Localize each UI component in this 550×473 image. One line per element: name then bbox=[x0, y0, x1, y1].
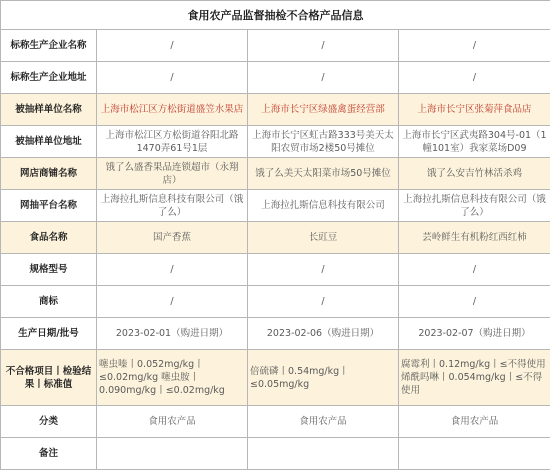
cell-col-3: 上海拉扎斯信息科技有限公司（饿了么） bbox=[399, 190, 550, 222]
cell-col-1: / bbox=[97, 62, 248, 94]
table-row bbox=[1, 190, 550, 222]
table-title-row bbox=[1, 1, 550, 30]
cell-col-2: 食用农产品 bbox=[248, 406, 399, 438]
cell-col-3: 饿了么安吉竹林活杀鸡 bbox=[399, 158, 550, 190]
row-label: 被抽样单位地址 bbox=[1, 126, 97, 158]
cell-col-2: / bbox=[248, 286, 399, 318]
cell-col-1: 上海市松江区方松街道盛笠水果店 bbox=[97, 94, 248, 126]
cell-col-2: 上海拉扎斯信息科技有限公司 bbox=[248, 190, 399, 222]
row-label: 被抽样单位名称 bbox=[1, 94, 97, 126]
cell-col-2: 上海市长宁区绿盛禽蛋经营部 bbox=[248, 94, 399, 126]
row-label: 分类 bbox=[1, 406, 97, 438]
cell-col-3: 食用农产品 bbox=[399, 406, 550, 438]
cell-col-2: 2023-02-06（购进日期） bbox=[248, 318, 399, 350]
cell-col-2: / bbox=[248, 30, 399, 62]
table-row bbox=[1, 254, 550, 286]
cell-col-1: / bbox=[97, 254, 248, 286]
cell-col-3: / bbox=[399, 254, 550, 286]
cell-col-1 bbox=[97, 438, 248, 470]
table-row bbox=[1, 158, 550, 190]
cell-col-3: / bbox=[399, 30, 550, 62]
cell-col-3: 上海市长宁区张菊萍食品店 bbox=[399, 94, 550, 126]
row-label: 不合格项目丨检验结果丨标准值 bbox=[1, 350, 97, 406]
table-row bbox=[1, 222, 550, 254]
table-row bbox=[1, 406, 550, 438]
cell-col-3 bbox=[399, 438, 550, 470]
row-label: 网店商铺名称 bbox=[1, 158, 97, 190]
cell-col-1: 噻虫嗪丨0.052mg/kg丨≤0.02mg/kg 噻虫胺丨0.090mg/kg丨≤0.02mg/kg bbox=[97, 350, 248, 406]
table-row bbox=[1, 94, 550, 126]
cell-col-2: / bbox=[248, 62, 399, 94]
cell-col-3: / bbox=[399, 286, 550, 318]
row-label: 规格型号 bbox=[1, 254, 97, 286]
cell-col-1: 2023-02-01（购进日期） bbox=[97, 318, 248, 350]
cell-col-1: 国产香蕉 bbox=[97, 222, 248, 254]
cell-col-3: / bbox=[399, 62, 550, 94]
row-label: 标称生产企业名称 bbox=[1, 30, 97, 62]
table-row bbox=[1, 350, 550, 406]
cell-col-3: 腐霉利丨0.12mg/kg丨≤不得使用 烯酰吗啉丨0.054mg/kg丨≤不得使用 bbox=[399, 350, 550, 406]
row-label: 食品名称 bbox=[1, 222, 97, 254]
table-row bbox=[1, 30, 550, 62]
row-label: 网抽平台名称 bbox=[1, 190, 97, 222]
cell-col-3: 芸岭鲜生有机粉红西红柿 bbox=[399, 222, 550, 254]
row-label: 备注 bbox=[1, 438, 97, 470]
cell-col-1: 食用农产品 bbox=[97, 406, 248, 438]
table-row bbox=[1, 126, 550, 158]
cell-col-2: / bbox=[248, 254, 399, 286]
row-label: 标称生产企业地址 bbox=[1, 62, 97, 94]
table-row bbox=[1, 318, 550, 350]
table-row bbox=[1, 438, 550, 470]
cell-col-2 bbox=[248, 438, 399, 470]
cell-col-1: / bbox=[97, 30, 248, 62]
cell-col-2: 上海市长宁区虹古路333号美天太阳农贸市场2楼50号摊位 bbox=[248, 126, 399, 158]
cell-col-3: 上海市长宁区武夷路304号-01（1幢101室）我家菜场D09 bbox=[399, 126, 550, 158]
cell-col-1: 上海市松江区方松街道谷阳北路1470弄61号1层 bbox=[97, 126, 248, 158]
cell-col-1: / bbox=[97, 286, 248, 318]
cell-col-1: 饿了么盛香果品连锁超市（永翔店） bbox=[97, 158, 248, 190]
row-label: 生产日期/批号 bbox=[1, 318, 97, 350]
table-title: 食用农产品监督抽检不合格产品信息 bbox=[1, 1, 550, 30]
table-row bbox=[1, 286, 550, 318]
cell-col-3: 2023-02-07（购进日期） bbox=[399, 318, 550, 350]
table-row bbox=[1, 62, 550, 94]
cell-col-2: 长豇豆 bbox=[248, 222, 399, 254]
cell-col-2: 倍硫磷丨0.54mg/kg丨≤0.05mg/kg bbox=[248, 350, 399, 406]
row-label: 商标 bbox=[1, 286, 97, 318]
cell-col-2: 饿了么美天太阳菜市场50号摊位 bbox=[248, 158, 399, 190]
cell-col-1: 上海拉扎斯信息科技有限公司（饿了么） bbox=[97, 190, 248, 222]
